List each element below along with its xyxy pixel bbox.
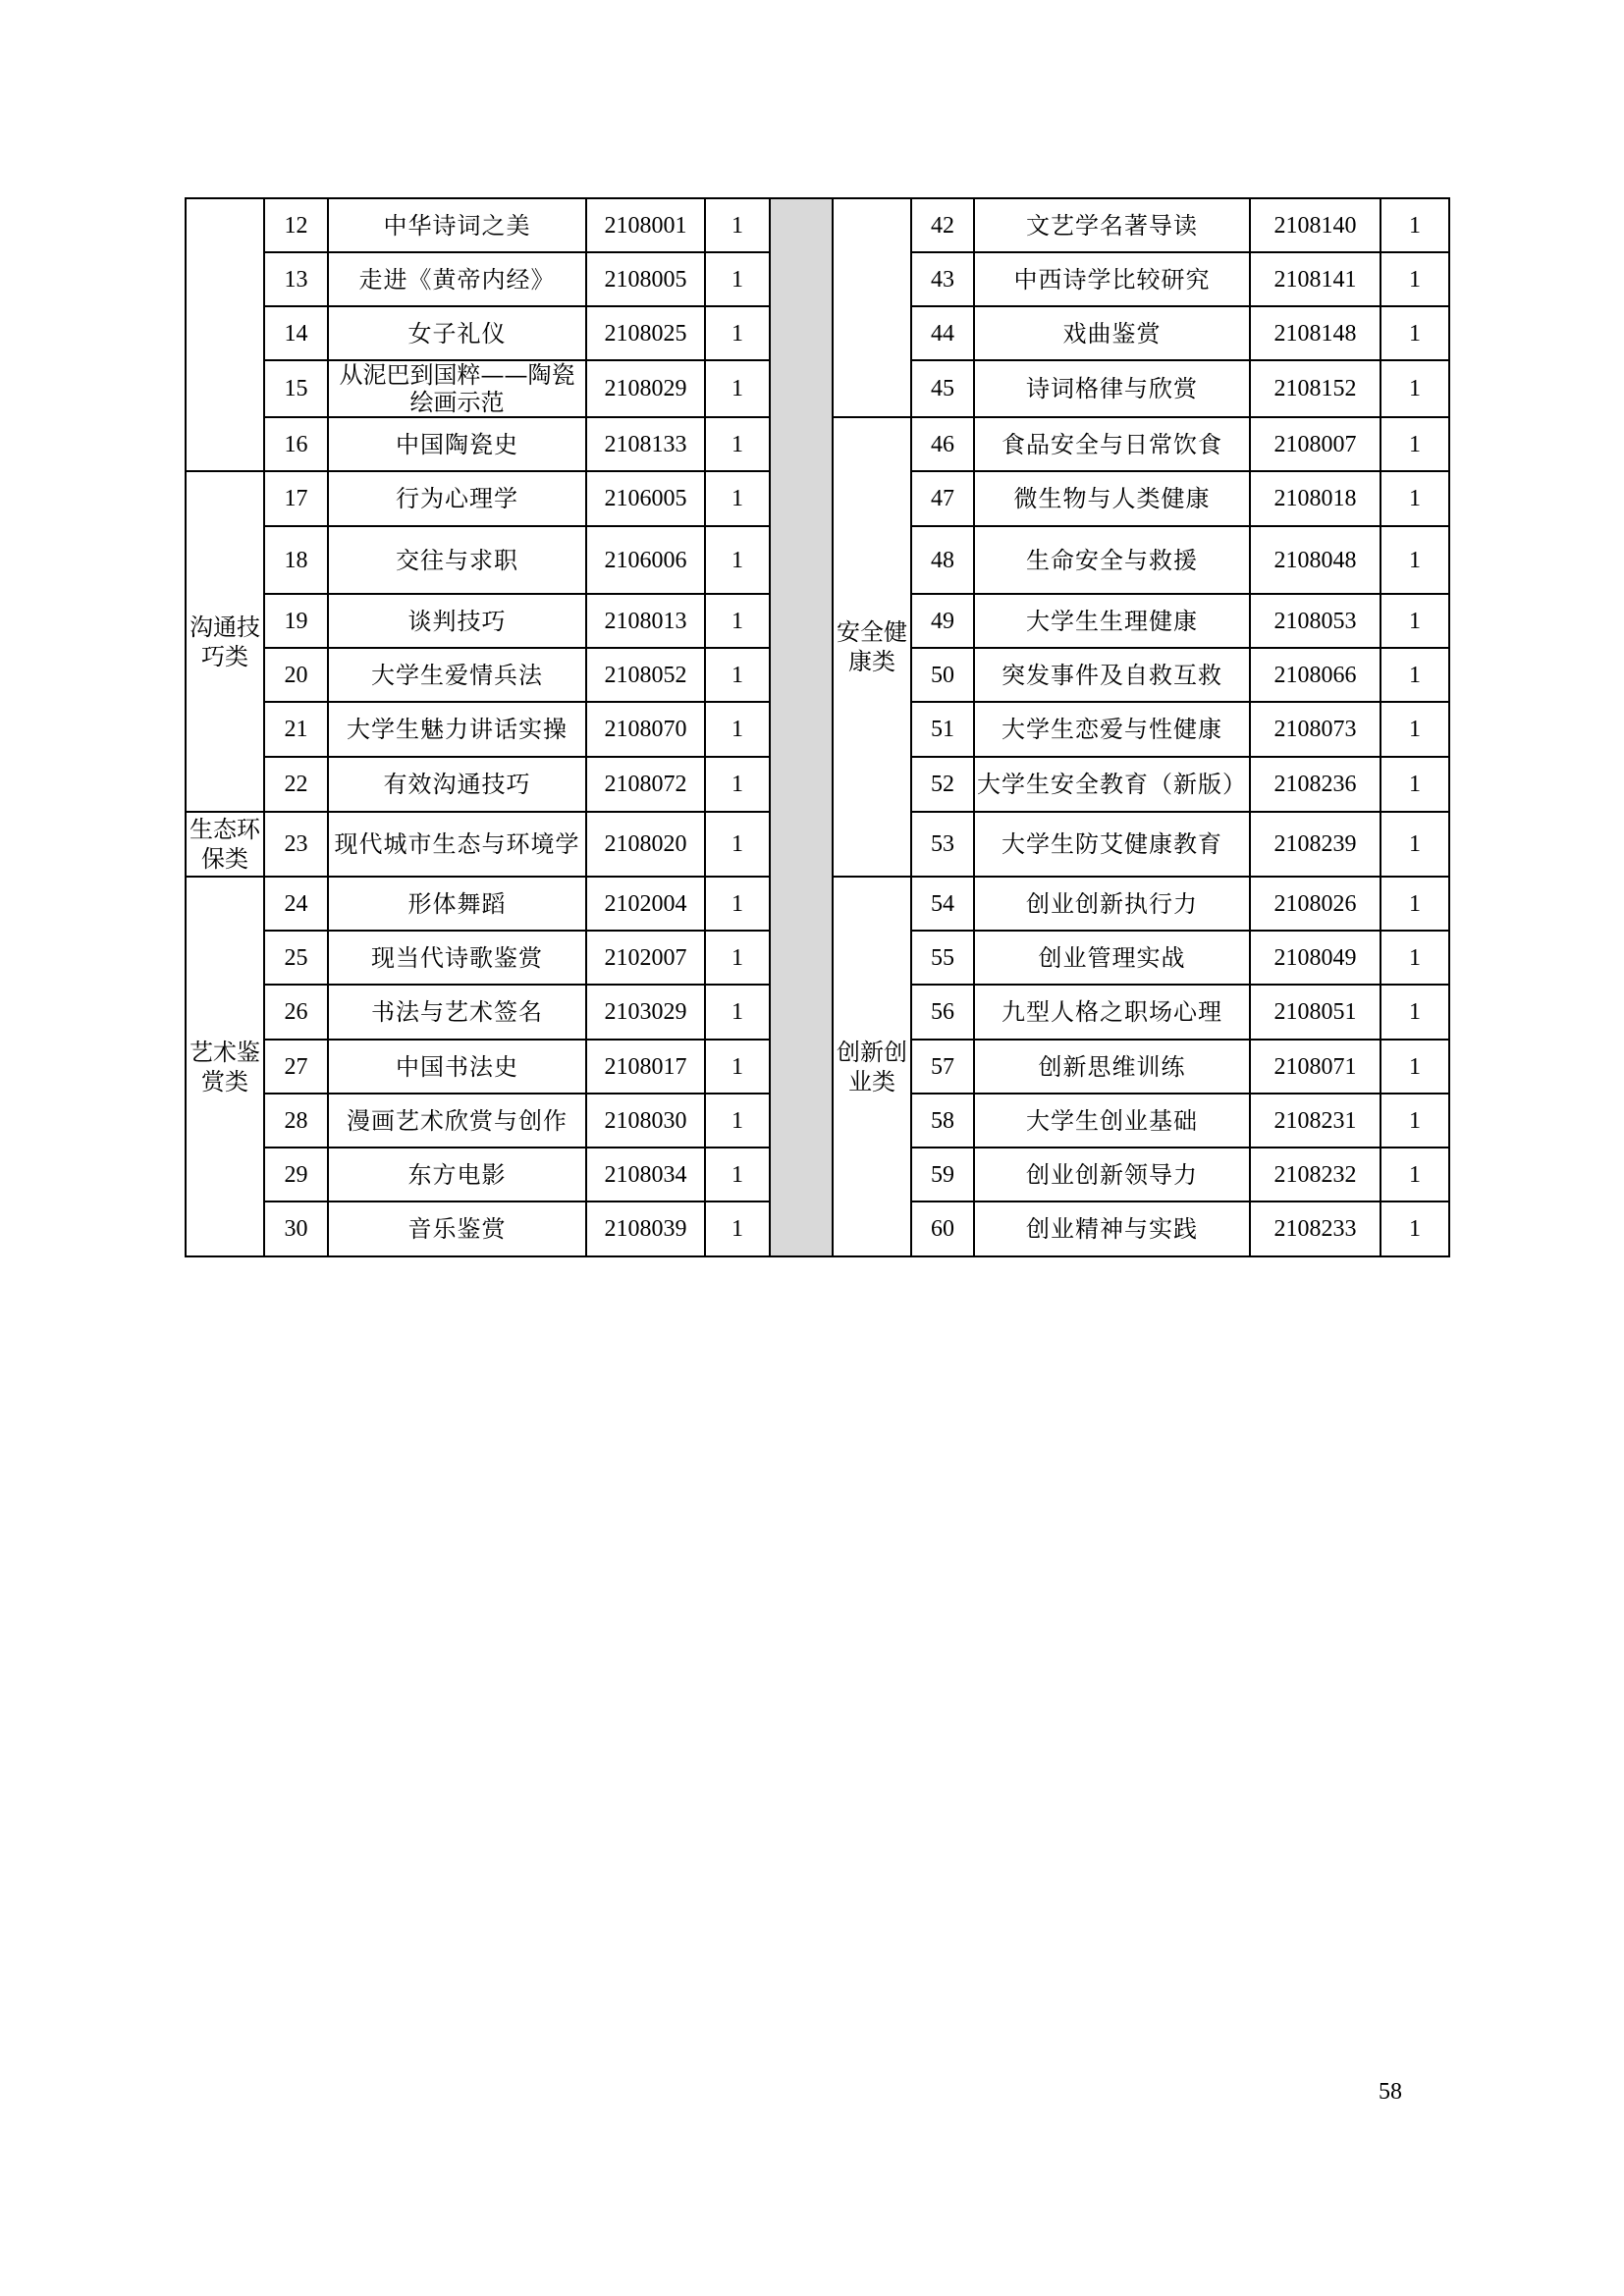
right-course-name: 大学生安全教育（新版）: [974, 757, 1250, 812]
left-course-credit: 1: [705, 471, 770, 526]
left-course-code: 2108030: [586, 1094, 705, 1148]
right-course-name: 大学生创业基础: [974, 1094, 1250, 1148]
right-course-number: 46: [911, 417, 974, 471]
right-course-code: 2108026: [1250, 877, 1380, 931]
left-category-cell: [186, 198, 264, 471]
right-course-code: 2108066: [1250, 648, 1380, 702]
left-course-name: 形体舞蹈: [328, 877, 586, 931]
left-course-number: 12: [264, 198, 328, 252]
left-course-number: 26: [264, 985, 328, 1040]
right-course-credit: 1: [1380, 198, 1449, 252]
left-course-code: 2108013: [586, 594, 705, 648]
left-course-credit: 1: [705, 648, 770, 702]
left-course-name: 有效沟通技巧: [328, 757, 586, 812]
right-course-code: 2108018: [1250, 471, 1380, 526]
left-category-cell: [186, 812, 264, 877]
left-course-code: 2102007: [586, 931, 705, 985]
right-course-name: 文艺学名著导读: [974, 198, 1250, 252]
right-course-number: 43: [911, 252, 974, 306]
right-course-code: 2108071: [1250, 1040, 1380, 1094]
right-course-credit: 1: [1380, 471, 1449, 526]
right-course-code: 2108233: [1250, 1201, 1380, 1256]
right-course-credit: 1: [1380, 1201, 1449, 1256]
left-course-credit: 1: [705, 1148, 770, 1201]
left-course-number: 25: [264, 931, 328, 985]
left-course-name: 书法与艺术签名: [328, 985, 586, 1040]
left-course-name: 女子礼仪: [328, 306, 586, 360]
left-course-number: 27: [264, 1040, 328, 1094]
right-course-name: 创新思维训练: [974, 1040, 1250, 1094]
right-course-number: 50: [911, 648, 974, 702]
left-course-code: 2108017: [586, 1040, 705, 1094]
left-course-code: 2108001: [586, 198, 705, 252]
left-course-name: 走进《黄帝内经》: [328, 252, 586, 306]
left-course-code: 2108052: [586, 648, 705, 702]
left-course-name: 现当代诗歌鉴赏: [328, 931, 586, 985]
left-course-name: 东方电影: [328, 1148, 586, 1201]
left-course-name: 中国陶瓷史: [328, 417, 586, 471]
left-course-code: 2103029: [586, 985, 705, 1040]
left-course-credit: 1: [705, 526, 770, 594]
right-category-cell: [833, 417, 911, 877]
left-course-number: 22: [264, 757, 328, 812]
right-course-number: 52: [911, 757, 974, 812]
right-course-name: 诗词格律与欣赏: [974, 360, 1250, 417]
table-row: [186, 198, 1449, 252]
left-course-number: 16: [264, 417, 328, 471]
left-course-code: 2108039: [586, 1201, 705, 1256]
right-course-number: 56: [911, 985, 974, 1040]
right-course-credit: 1: [1380, 526, 1449, 594]
left-course-number: 15: [264, 360, 328, 417]
right-course-name: 大学生生理健康: [974, 594, 1250, 648]
right-course-name: 微生物与人类健康: [974, 471, 1250, 526]
left-category-cell: [186, 877, 264, 1256]
right-course-credit: 1: [1380, 931, 1449, 985]
left-course-code: 2108005: [586, 252, 705, 306]
right-course-number: 49: [911, 594, 974, 648]
left-course-number: 21: [264, 702, 328, 757]
right-course-name: 生命安全与救援: [974, 526, 1250, 594]
right-course-name: 大学生恋爱与性健康: [974, 702, 1250, 757]
course-table-body: [186, 198, 1449, 1256]
left-course-credit: 1: [705, 594, 770, 648]
left-course-name: 现代城市生态与环境学: [328, 812, 586, 877]
left-course-name: 中华诗词之美: [328, 198, 586, 252]
left-course-credit: 1: [705, 198, 770, 252]
right-course-name: 创业创新执行力: [974, 877, 1250, 931]
left-category-label: 沟通技巧类: [189, 613, 260, 670]
right-course-name: 突发事件及自救互救: [974, 648, 1250, 702]
left-course-number: 24: [264, 877, 328, 931]
right-course-credit: 1: [1380, 877, 1449, 931]
left-course-name: 行为心理学: [328, 471, 586, 526]
right-course-code: 2108152: [1250, 360, 1380, 417]
right-course-credit: 1: [1380, 812, 1449, 877]
left-course-credit: 1: [705, 931, 770, 985]
right-course-credit: 1: [1380, 594, 1449, 648]
left-course-code: 2108070: [586, 702, 705, 757]
left-course-name: 中国书法史: [328, 1040, 586, 1094]
right-course-credit: 1: [1380, 1094, 1449, 1148]
right-course-name: 戏曲鉴赏: [974, 306, 1250, 360]
right-category-label: 创新创业类: [837, 1038, 907, 1095]
right-course-credit: 1: [1380, 1040, 1449, 1094]
left-course-code: 2108072: [586, 757, 705, 812]
left-course-number: 29: [264, 1148, 328, 1201]
right-course-code: 2108007: [1250, 417, 1380, 471]
left-course-code: 2108034: [586, 1148, 705, 1201]
left-course-name: 谈判技巧: [328, 594, 586, 648]
left-course-code: 2106006: [586, 526, 705, 594]
right-course-name: 九型人格之职场心理: [974, 985, 1250, 1040]
right-course-name: 创业精神与实践: [974, 1201, 1250, 1256]
left-course-credit: 1: [705, 985, 770, 1040]
right-course-code: 2108053: [1250, 594, 1380, 648]
left-course-code: 2108133: [586, 417, 705, 471]
right-course-code: 2108073: [1250, 702, 1380, 757]
left-course-number: 17: [264, 471, 328, 526]
left-course-code: 2108029: [586, 360, 705, 417]
right-category-cell: [833, 877, 911, 1256]
left-course-credit: 1: [705, 1040, 770, 1094]
right-course-code: 2108141: [1250, 252, 1380, 306]
right-course-number: 48: [911, 526, 974, 594]
left-course-name: 交往与求职: [328, 526, 586, 594]
right-course-number: 60: [911, 1201, 974, 1256]
column-separator: [770, 198, 833, 1256]
right-course-credit: 1: [1380, 702, 1449, 757]
right-course-number: 58: [911, 1094, 974, 1148]
left-course-credit: 1: [705, 417, 770, 471]
right-course-code: 2108239: [1250, 812, 1380, 877]
right-course-number: 57: [911, 1040, 974, 1094]
right-course-number: 55: [911, 931, 974, 985]
left-category-cell: [186, 471, 264, 812]
left-course-credit: 1: [705, 360, 770, 417]
left-course-credit: 1: [705, 1201, 770, 1256]
left-course-credit: 1: [705, 757, 770, 812]
left-course-credit: 1: [705, 1094, 770, 1148]
left-category-label: 生态环保类: [189, 816, 260, 873]
right-course-code: 2108236: [1250, 757, 1380, 812]
right-course-number: 42: [911, 198, 974, 252]
right-course-name: 中西诗学比较研究: [974, 252, 1250, 306]
left-course-credit: 1: [705, 877, 770, 931]
right-course-number: 51: [911, 702, 974, 757]
left-course-code: 2106005: [586, 471, 705, 526]
right-course-number: 47: [911, 471, 974, 526]
left-course-credit: 1: [705, 252, 770, 306]
right-course-name: 创业创新领导力: [974, 1148, 1250, 1201]
left-course-number: 18: [264, 526, 328, 594]
right-course-credit: 1: [1380, 417, 1449, 471]
right-course-code: 2108148: [1250, 306, 1380, 360]
left-course-credit: 1: [705, 306, 770, 360]
right-course-name: 大学生防艾健康教育: [974, 812, 1250, 877]
left-course-name: 大学生爱情兵法: [328, 648, 586, 702]
left-course-number: 28: [264, 1094, 328, 1148]
right-course-code: 2108232: [1250, 1148, 1380, 1201]
right-course-number: 59: [911, 1148, 974, 1201]
left-course-number: 19: [264, 594, 328, 648]
right-category-label: 安全健康类: [837, 618, 907, 675]
right-category-cell: [833, 198, 911, 417]
right-course-credit: 1: [1380, 985, 1449, 1040]
left-course-number: 13: [264, 252, 328, 306]
left-course-name-text: 从泥巴到国粹——陶瓷绘画示范: [339, 361, 575, 416]
left-course-number: 23: [264, 812, 328, 877]
right-course-number: 44: [911, 306, 974, 360]
right-course-number: 54: [911, 877, 974, 931]
course-table: [185, 197, 1450, 1257]
right-course-code: 2108231: [1250, 1094, 1380, 1148]
right-course-number: 45: [911, 360, 974, 417]
right-course-name: 创业管理实战: [974, 931, 1250, 985]
right-course-credit: 1: [1380, 757, 1449, 812]
left-course-code: 2108025: [586, 306, 705, 360]
left-course-code: 2102004: [586, 877, 705, 931]
right-course-number: 53: [911, 812, 974, 877]
left-course-number: 30: [264, 1201, 328, 1256]
left-course-credit: 1: [705, 812, 770, 877]
left-course-name: 漫画艺术欣赏与创作: [328, 1094, 586, 1148]
right-course-name: 食品安全与日常饮食: [974, 417, 1250, 471]
left-course-code: 2108020: [586, 812, 705, 877]
left-course-number: 20: [264, 648, 328, 702]
left-category-label: 艺术鉴赏类: [189, 1038, 260, 1095]
left-course-number: 14: [264, 306, 328, 360]
right-course-credit: 1: [1380, 360, 1449, 417]
page-number: 58: [1379, 2079, 1402, 2105]
left-course-name: [328, 360, 586, 417]
right-course-credit: 1: [1380, 306, 1449, 360]
right-course-code: 2108048: [1250, 526, 1380, 594]
right-course-credit: 1: [1380, 1148, 1449, 1201]
right-course-code: 2108051: [1250, 985, 1380, 1040]
left-course-name: 音乐鉴赏: [328, 1201, 586, 1256]
right-course-credit: 1: [1380, 648, 1449, 702]
left-course-credit: 1: [705, 702, 770, 757]
right-course-code: 2108049: [1250, 931, 1380, 985]
left-course-name: 大学生魅力讲话实操: [328, 702, 586, 757]
right-course-credit: 1: [1380, 252, 1449, 306]
right-course-code: 2108140: [1250, 198, 1380, 252]
